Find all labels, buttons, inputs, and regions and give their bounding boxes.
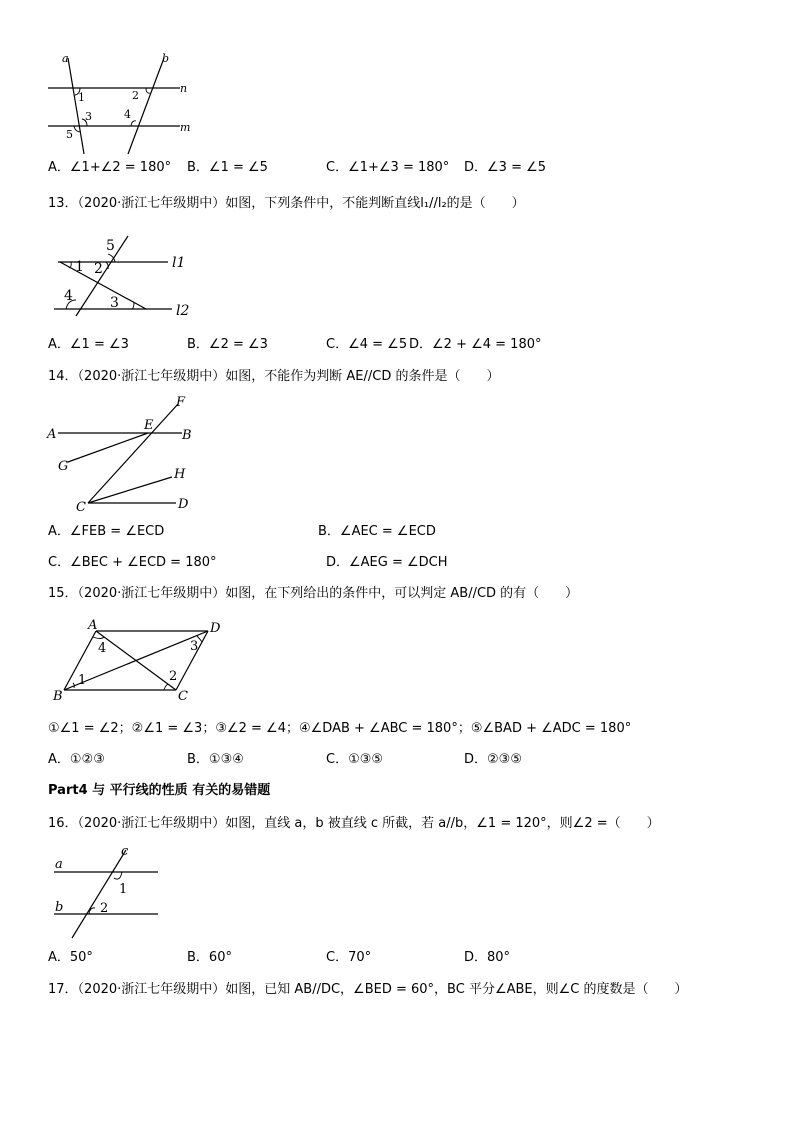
q15-option-c: C．①③⑤ [326, 752, 384, 767]
label-1: 1 [78, 91, 85, 104]
q15-option-b: B．①③④ [187, 752, 244, 767]
q17-stem: 17．（2020·浙江七年级期中）如图，已知 AB//DC，∠BED = 60°，BC 平分∠ABE，则∠C 的度数是（ ） [48, 982, 688, 997]
label-B: B [53, 689, 63, 704]
q14-option-d: D．∠AEG = ∠DCH [326, 555, 448, 570]
label-3: 3 [85, 110, 92, 123]
angle-arc-3 [132, 302, 134, 309]
label-3: 3 [190, 639, 199, 654]
q13-figure [48, 230, 198, 320]
label-l2: l2 [176, 303, 190, 319]
label-b: b [162, 52, 170, 65]
q13-stem: 13．（2020·浙江七年级期中）如图，下列条件中，不能判断直线l₁//l₂的是（ ） [48, 196, 525, 211]
label-5: 5 [66, 128, 73, 141]
label-B: B [182, 428, 192, 443]
part4-title: Part4 与 平行线的性质 有关的易错题 [48, 783, 271, 798]
q16-stem: 16．（2020·浙江七年级期中）如图，直线 a，b 被直线 c 所截，若 a//b，∠1 = 120°，则∠2 =（ ） [48, 816, 660, 831]
q12-option-d: D．∠3 = ∠5 [464, 160, 547, 175]
label-F: F [176, 395, 186, 410]
q16-option-b: B．60° [187, 950, 232, 965]
q14-stem: 14．（2020·浙江七年级期中）如图，不能作为判断 AE//CD 的条件是（ ） [48, 369, 500, 384]
label-5: 5 [106, 238, 115, 254]
label-1: 1 [75, 259, 84, 275]
q15-conditions: ①∠1 = ∠2；②∠1 = ∠3；③∠2 = ∠4；④∠DAB + ∠ABC = 180°；⑤∠BAD + ∠ADC = 180° [48, 721, 632, 736]
q13-option-c: C．∠4 = ∠5 [326, 337, 408, 352]
label-1: 1 [78, 673, 87, 688]
line-c [72, 850, 126, 938]
label-4: 4 [64, 288, 73, 304]
angle-arc-4 [93, 637, 104, 639]
q12-figure [40, 52, 200, 156]
label-2: 2 [169, 669, 178, 684]
q12-option-a: A．∠1+∠2 = 180° [48, 160, 172, 175]
q16-option-d: D．80° [464, 950, 511, 965]
q14-figure [44, 394, 204, 516]
label-2: 2 [100, 901, 109, 916]
label-a: a [55, 857, 63, 872]
angle-arc-2 [146, 88, 150, 93]
label-2: 2 [132, 89, 139, 102]
label-A: A [47, 427, 57, 442]
label-m: m [180, 121, 191, 134]
label-2: 2 [94, 261, 103, 277]
label-3: 3 [110, 295, 119, 311]
q15-stem: 15．（2020·浙江七年级期中）如图，在下列给出的条件中，可以判定 AB//CD 的有（ ） [48, 586, 579, 601]
angle-arc-4 [131, 121, 136, 126]
q14-option-b: B．∠AEC = ∠ECD [318, 524, 436, 539]
q13-option-a: A．∠1 = ∠3 [48, 337, 129, 352]
q13-option-b: B．∠2 = ∠3 [187, 337, 268, 352]
q15-option-a: A．①②③ [48, 752, 105, 767]
q16-option-c: C．70° [326, 950, 372, 965]
q16-figure [48, 842, 168, 942]
q12-option-c: C．∠1+∠3 = 180° [326, 160, 450, 175]
label-D: D [178, 497, 189, 512]
label-C: C [76, 500, 86, 515]
line-cf [88, 404, 178, 503]
label-a: a [62, 52, 69, 65]
angle-arc-2 [164, 684, 168, 690]
label-n: n [180, 82, 188, 95]
label-4: 4 [124, 108, 131, 121]
q13-option-d: D．∠2 + ∠4 = 180° [409, 337, 542, 352]
label-H: H [174, 467, 186, 482]
line-b [128, 58, 164, 154]
q16-option-a: A．50° [48, 950, 93, 965]
label-4: 4 [98, 641, 107, 656]
label-b: b [55, 900, 64, 915]
q15-option-d: D．②③⑤ [464, 752, 522, 767]
line-eg [68, 433, 148, 462]
label-E: E [144, 418, 154, 433]
label-1: 1 [119, 882, 128, 897]
q14-option-c: C．∠BEC + ∠ECD = 180° [48, 555, 217, 570]
angle-arc-1 [114, 872, 122, 879]
label-A: A [88, 618, 98, 633]
label-C: C [178, 689, 188, 704]
label-l1: l1 [172, 255, 186, 271]
label-c: c [121, 844, 129, 859]
label-D: D [210, 621, 221, 636]
q14-option-a: A．∠FEB = ∠ECD [48, 524, 165, 539]
q15-figure [50, 616, 240, 706]
q12-option-b: B．∠1 = ∠5 [187, 160, 268, 175]
label-G: G [58, 459, 69, 474]
